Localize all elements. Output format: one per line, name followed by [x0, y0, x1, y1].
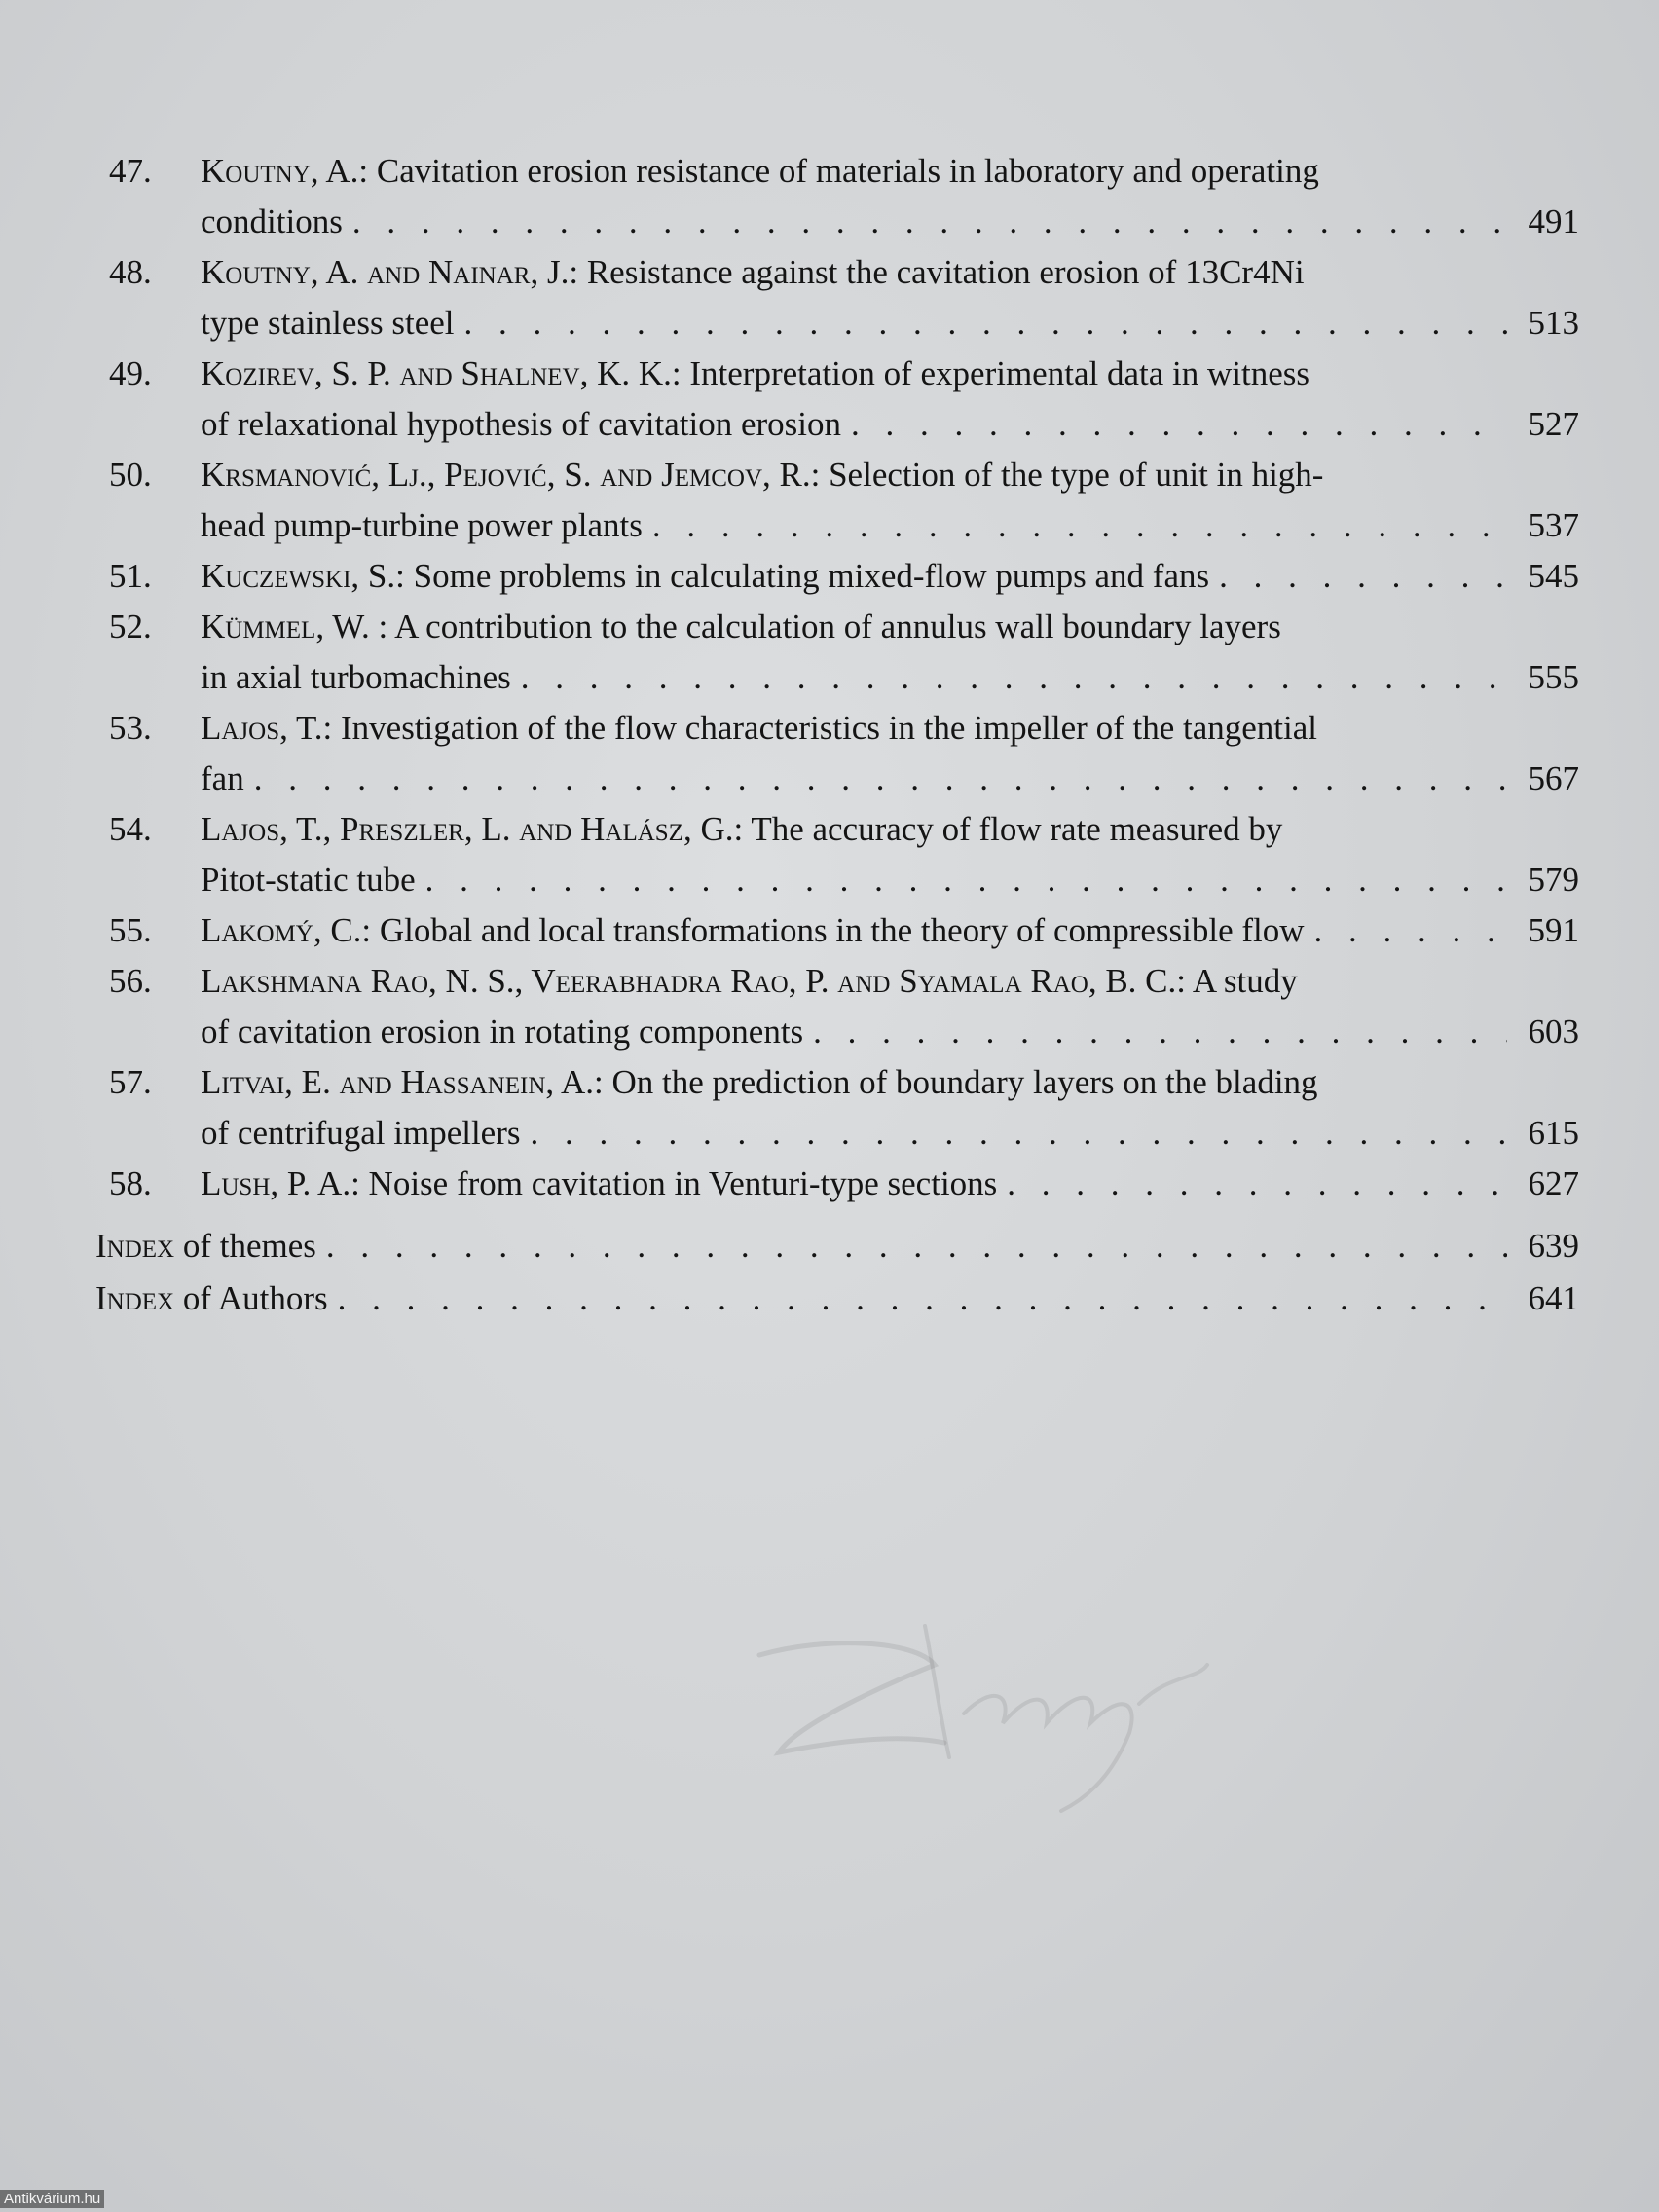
toc-entry-line — [109, 602, 1579, 652]
entry-heading — [201, 146, 1319, 197]
toc-entry-continuation — [109, 1007, 1579, 1057]
toc-entry — [109, 1057, 1579, 1159]
page-number: 513 — [1528, 304, 1579, 342]
entry-number: 57. — [109, 1063, 152, 1101]
page-number: 591 — [1528, 911, 1579, 949]
entry-number: 50. — [109, 456, 152, 494]
index-label-word: Index — [95, 1279, 175, 1317]
entry-number: 47. — [109, 152, 152, 190]
page-number: 567 — [1528, 759, 1579, 797]
toc-entry — [109, 956, 1579, 1057]
entry-title-line: A study — [1192, 962, 1298, 1000]
entry-author: Koutny, A. and Nainar, J.: — [201, 253, 579, 291]
page-number: 603 — [1528, 1013, 1579, 1051]
toc-entry-line — [109, 905, 1579, 956]
entry-title-continuation: conditions — [201, 203, 343, 240]
entry-number: 55. — [109, 911, 152, 949]
toc-entry — [109, 703, 1579, 804]
entry-heading — [201, 804, 1282, 855]
entry-title-line: Selection of the type of unit in high- — [829, 456, 1324, 494]
index-entry — [95, 1272, 1579, 1325]
page-number: 537 — [1528, 506, 1579, 544]
dot-leader — [1007, 1159, 1507, 1209]
entry-title-continuation: fan — [201, 759, 244, 797]
toc-entry-line — [109, 247, 1579, 298]
entry-title-line: Some problems in calculating mixed-flow pumps and fans — [413, 557, 1210, 595]
index-label-rest: of themes — [174, 1227, 316, 1265]
dot-leader — [338, 1272, 1507, 1325]
page-number: 641 — [1528, 1279, 1579, 1317]
toc-entry-continuation — [109, 1108, 1579, 1159]
entry-author: Kozirev, S. P. and Shalnev, K. K.: — [201, 354, 682, 392]
toc-entry-line — [109, 703, 1579, 754]
entry-heading — [201, 602, 1281, 652]
watermark-credit: Antikvárium.hu — [0, 2190, 104, 2208]
toc-entry-continuation — [109, 652, 1579, 703]
toc-entry-continuation — [109, 197, 1579, 247]
toc-entry-line — [109, 450, 1579, 500]
entry-heading — [201, 703, 1317, 754]
dot-leader — [352, 197, 1507, 247]
toc-entry-line — [109, 146, 1579, 197]
entry-number: 49. — [109, 354, 152, 392]
entry-title-line: Global and local transformations in the theory of compressible flow — [379, 911, 1305, 949]
page-number: 639 — [1528, 1227, 1579, 1265]
entry-title-continuation: Pitot-static tube — [201, 861, 416, 899]
page-number: 555 — [1528, 658, 1579, 696]
toc-entry-continuation — [109, 399, 1579, 450]
entry-title-continuation: in axial turbomachines — [201, 658, 511, 696]
toc-entry — [109, 551, 1579, 602]
dot-leader — [851, 399, 1507, 450]
dot-leader — [254, 754, 1507, 804]
entry-number: 53. — [109, 709, 152, 747]
entry-title-continuation: of centrifugal impellers — [201, 1114, 521, 1152]
entry-heading — [201, 551, 1209, 602]
entry-heading — [201, 956, 1298, 1007]
page-number: 615 — [1528, 1114, 1579, 1152]
dot-leader — [1314, 905, 1507, 956]
entry-title-continuation: type stainless steel — [201, 304, 455, 342]
page-number: 545 — [1528, 557, 1579, 595]
entry-author: Lajos, T.: — [201, 709, 333, 747]
entry-author: Koutny, A.: — [201, 152, 369, 190]
dot-leader — [652, 500, 1507, 551]
toc-entry — [109, 804, 1579, 905]
entry-title-line: On the prediction of boundary layers on the blading — [611, 1063, 1318, 1101]
toc-entry — [109, 247, 1579, 349]
toc-entry-continuation — [109, 500, 1579, 551]
page-number: 491 — [1528, 203, 1579, 240]
entry-heading — [201, 450, 1323, 500]
entry-title-line: Investigation of the flow characteristics in the impeller of the tangential — [341, 709, 1317, 747]
toc-entry-line — [109, 349, 1579, 399]
toc-entry-continuation — [109, 754, 1579, 804]
toc-entry-line — [109, 551, 1579, 602]
dot-leader — [464, 298, 1507, 349]
index-label — [95, 1272, 328, 1325]
signature-show-through — [740, 1597, 1285, 1821]
entry-title-line: Noise from cavitation in Venturi-type sections — [368, 1164, 998, 1202]
entry-title-continuation: of relaxational hypothesis of cavitation erosion — [201, 405, 842, 443]
entry-author: Litvai, E. and Hassanein, A.: — [201, 1063, 604, 1101]
entry-heading — [201, 247, 1305, 298]
entry-title-line: Interpretation of experimental data in witness — [689, 354, 1309, 392]
page-number: 579 — [1528, 861, 1579, 899]
entry-author: Lakshmana Rao, N. S., Veerabhadra Rao, P. and Syamala Rao, B. C.: — [201, 962, 1186, 1000]
index-label-word: Index — [95, 1227, 175, 1265]
entry-author: Kuczewski, S.: — [201, 557, 405, 595]
dot-leader — [425, 855, 1507, 905]
toc-entry — [109, 905, 1579, 956]
entry-title-line: Resistance against the cavitation erosion of 13Cr4Ni — [586, 253, 1305, 291]
entry-author: Lajos, T., Preszler, L. and Halász, G.: — [201, 810, 744, 848]
toc-entry — [109, 602, 1579, 703]
entry-author: Kümmel, W. : — [201, 608, 388, 645]
toc-entry-line — [109, 1057, 1579, 1108]
entry-heading — [201, 905, 1305, 956]
entry-title-continuation: head pump-turbine power plants — [201, 506, 643, 544]
entry-author: Lush, P. A.: — [201, 1164, 360, 1202]
page-number: 627 — [1528, 1164, 1579, 1202]
entry-title-continuation: of cavitation erosion in rotating components — [201, 1013, 804, 1051]
toc-entry — [109, 450, 1579, 551]
toc-entry-continuation — [109, 855, 1579, 905]
index-list — [95, 1220, 1579, 1325]
toc-entry — [109, 1159, 1579, 1209]
toc-entry-line — [109, 804, 1579, 855]
index-label — [95, 1220, 316, 1272]
entry-number: 51. — [109, 557, 152, 595]
entry-number: 56. — [109, 962, 152, 1000]
entry-title-line: A contribution to the calculation of annulus wall boundary layers — [394, 608, 1281, 645]
index-entry — [95, 1220, 1579, 1272]
dot-leader — [813, 1007, 1507, 1057]
entry-heading — [201, 349, 1309, 399]
entry-heading — [201, 1057, 1318, 1108]
toc-entry-line — [109, 1159, 1579, 1209]
table-of-contents — [109, 146, 1579, 1209]
entry-number: 58. — [109, 1164, 152, 1202]
entry-author: Krsmanović, Lj., Pejović, S. and Jemcov, R.: — [201, 456, 821, 494]
dot-leader — [326, 1220, 1507, 1272]
entry-number: 54. — [109, 810, 152, 848]
dot-leader — [530, 1108, 1507, 1159]
toc-entry-line — [109, 956, 1579, 1007]
toc-entry-continuation — [109, 298, 1579, 349]
entry-heading — [201, 1159, 997, 1209]
entry-author: Lakomý, C.: — [201, 911, 372, 949]
entry-title-line: Cavitation erosion resistance of materials in laboratory and operating — [376, 152, 1319, 190]
entry-number: 48. — [109, 253, 152, 291]
dot-leader — [521, 652, 1507, 703]
page-number: 527 — [1528, 405, 1579, 443]
entry-title-line: The accuracy of flow rate measured by — [751, 810, 1283, 848]
toc-entry — [109, 349, 1579, 450]
entry-number: 52. — [109, 608, 152, 645]
toc-entry — [109, 146, 1579, 247]
index-label-rest: of Authors — [174, 1279, 328, 1317]
dot-leader — [1219, 551, 1507, 602]
